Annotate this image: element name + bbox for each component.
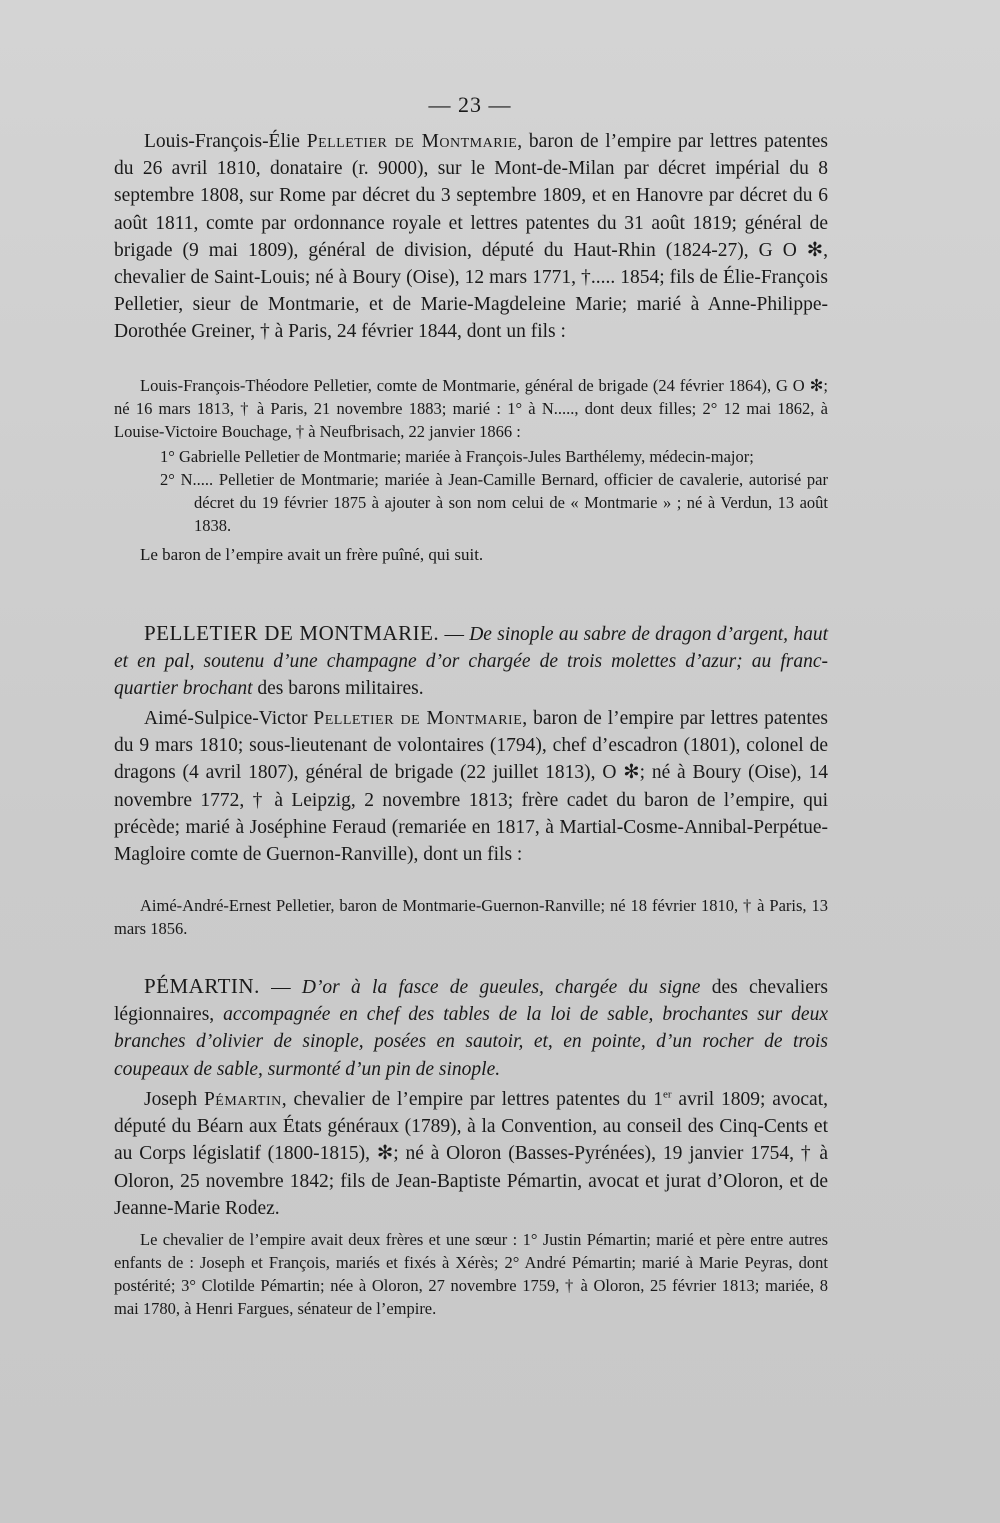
entry-2-text-body: , baron de l’empire par lettres patentes du 9 mars 1810; sous-lieutenant de volontaires (1794), chef d’escadron (1801), colonel de dragons (4 avril 1807), général de brigade (22 juillet 1813), O ✻; né à Boury (Oise), 14 novembre 1772, † à Leipzig, 2 novembre 1813; frère cadet du baron de l’empire, qui précède; marié à Joséphine Feraud (remariée en 1817, à Martial-Cosme-Annibal-Perpétue-Magloire comte de Guernon-Ranville), dont un fils :	[114, 708, 828, 866]
entry-1-daughter-1: 1° Gabrielle Pelletier de Montmarie; mariée à François-Jules Barthélemy, médecin-major;	[160, 447, 754, 466]
entry-3-main	[114, 1086, 828, 1222]
entry-2-blazon-end: des barons militaires.	[252, 678, 424, 700]
entry-1-text-body: , baron de l’empire par lettres patentes du 26 avril 1810, donataire (r. 9000), sur le Mont-de-Milan par décret impérial du 8 septembre 1808, sur Rome par décret du 3 septembre 1809, et en Hanovre par décret du 6 août 1811, comte par ordonnance royale et lettres patentes du 31 août 1819; général de brigade (9 mai 1809), général de division, député du Haut-Rhin (1824-27), G O ✻, chevalier de Saint-Louis; né à Boury (Oise), 12 mars 1771, †..... 1854; fils de Élie-François Pelletier, sieur de Montmarie, et de Marie-Magdeleine Marie; marié à Anne-Philippe-Dorothée Greiner, † à Paris, 24 février 1844, dont un fils :	[114, 131, 829, 343]
entry-2-descendants	[114, 894, 828, 940]
entry-3-heading: PÉMARTIN.	[144, 974, 260, 998]
entry-2-blazon	[114, 620, 828, 703]
entry-2-heading: PELLETIER DE MONTMARIE.	[144, 621, 440, 645]
entry-1-main	[114, 128, 828, 346]
entry-1-descendants	[114, 374, 828, 566]
entry-2-paragraph	[114, 705, 828, 868]
entry-3-text-body-a: , chevalier de l’empire par lettres patentes du 1	[281, 1089, 663, 1110]
page-number: — 23 —	[428, 92, 512, 117]
entry-1-text-start: Louis-François-Élie	[144, 131, 307, 152]
entry-3-siblings	[114, 1228, 828, 1320]
entry-3-heading-paragraph	[114, 973, 828, 1083]
entry-3-blazon-plain: des chevaliers légionnaires,	[114, 977, 828, 1026]
entry-2-main	[114, 705, 828, 868]
entry-3-person-name: Pémartin	[203, 1089, 282, 1110]
entry-1-person-name: Pelletier de Montmarie	[306, 131, 518, 152]
entry-1-son: Louis-François-Théodore Pelletier, comte de Montmarie, général de brigade (24 février 1864), G O ✻; né 16 mars 1813, † à Paris, 21 novembre 1883; marié : 1° à N....., dont deux filles; 2° 12 mai 1862, à Louise-Victoire Bouchage, † à Neufbrisach, 22 janvier 1866 :	[114, 376, 828, 441]
entry-1-daughter-2: 2° N..... Pelletier de Montmarie; mariée à Jean-Camille Bernard, officier de cavalerie, autorisé par décret du 19 février 1875 à ajouter à son nom celui de « Montmarie » ; né à Verdun, 13 août 1838.	[160, 470, 828, 535]
entry-3-text-start: Joseph	[144, 1089, 204, 1110]
entry-3-paragraph	[114, 1086, 828, 1222]
entry-1-closing: Le baron de l’empire avait un frère puîné, qui suit.	[140, 545, 484, 564]
entry-2-blazon-text: De sinople au sabre de dragon d’argent, haut et en pal, soutenu d’une champagne d’or chargée de trois molettes d’azur; au franc-quartier brochant	[114, 624, 828, 700]
entry-2-dash: —	[439, 624, 470, 645]
entry-3-siblings-paragraph: Le chevalier de l’empire avait deux frères et une sœur : 1° Justin Pémartin; marié et père entre autres enfants de : Joseph et François, mariés et fixés à Xérès; 2° André Pémartin; marié à Marie Peyras, dont postérité; 3° Clotilde Pémartin; née à Oloron, 27 novembre 1759, † à Oloron, 25 février 1813; mariée, 8 mai 1780, à Henri Fargues, sénateur de l’empire.	[114, 1230, 828, 1318]
entry-2-person-name: Pelletier de Montmarie	[313, 708, 523, 729]
entry-2-heading-paragraph	[114, 620, 828, 703]
entry-2-son: Aimé-André-Ernest Pelletier, baron de Montmarie-Guernon-Ranville; né 18 février 1810, † à Paris, 13 mars 1856.	[114, 896, 828, 938]
entry-3-text-body-b: avril 1809; avocat, député du Béarn aux États généraux (1789), à la Convention, au conseil des Cinq-Cents et au Corps législatif (1800-1815), ✻; né à Oloron (Basses-Pyrénées), 19 janvier 1754, † à Oloron, 25 novembre 1842; fils de Jean-Baptiste Pémartin, avocat et jurat d’Oloron, et de Jeanne-Marie Rodez.	[114, 1089, 828, 1219]
entry-2-text-start: Aimé-Sulpice-Victor	[144, 708, 314, 729]
entry-1-paragraph	[114, 128, 828, 346]
entry-3-superscript: er	[662, 1088, 672, 1101]
entry-3-blazon-text-2: accompagnée en chef des tables de la loi de sable, brochantes sur deux branches d’olivier de sinople, posées en sautoir, et, en pointe, d’un rocher de trois coupeaux de sable, surmonté d’un pin de sinople.	[114, 1004, 828, 1080]
entry-3-dash: —	[259, 977, 302, 998]
entry-3-blazon-text-1: D’or à la fasce de gueules, chargée du signe	[301, 977, 701, 998]
entry-3-blazon	[114, 973, 828, 1083]
